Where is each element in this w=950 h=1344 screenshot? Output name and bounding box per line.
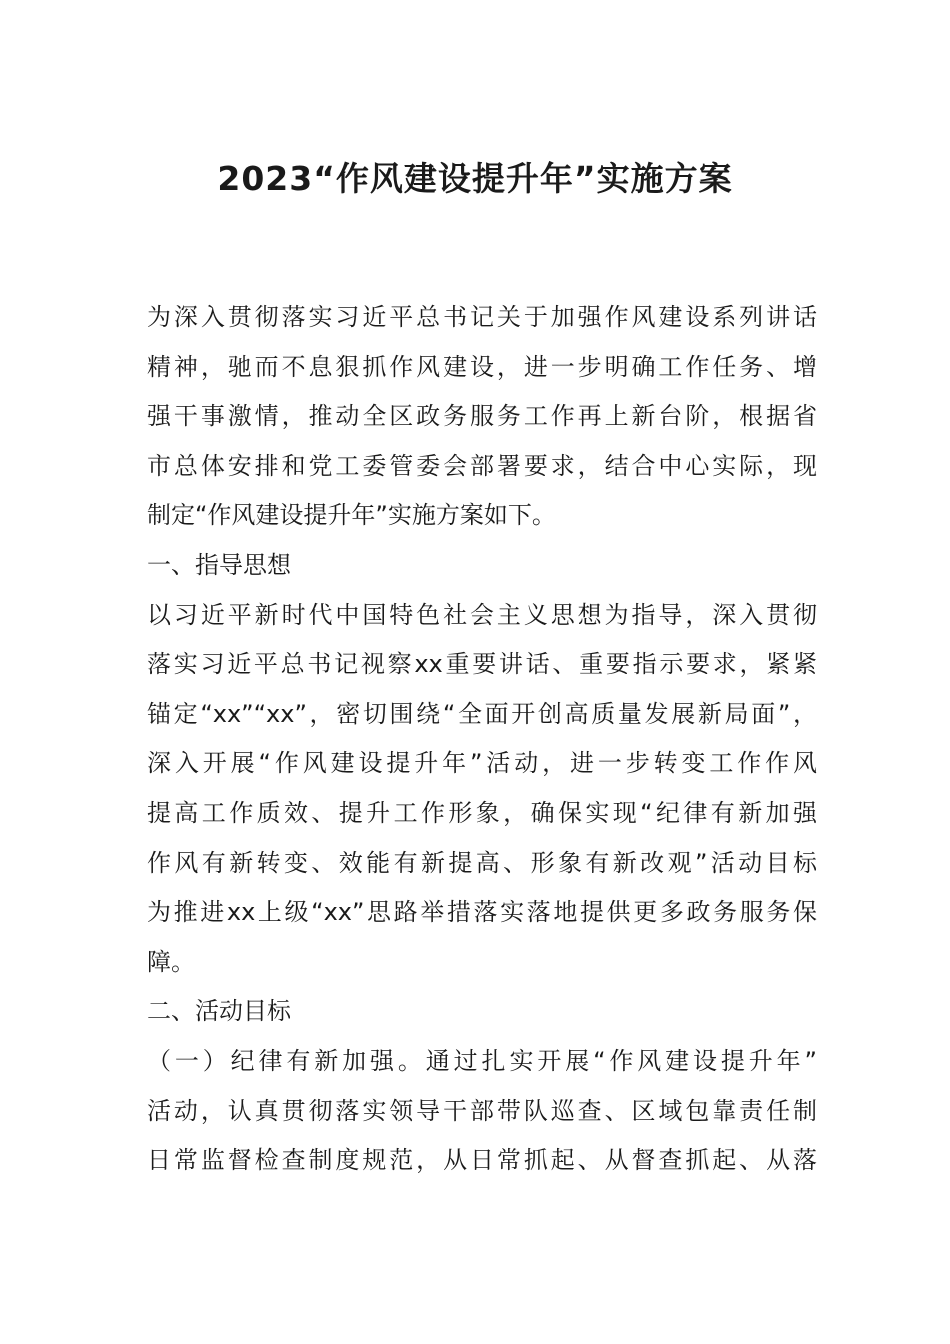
paragraph-line: 作风有新转变、效能有新提高、形象有新改观”活动目标 (147, 848, 817, 877)
paragraph-line: 提高工作质效、提升工作形象，确保实现“纪律有新加强 (147, 798, 817, 827)
paragraph-line: 以习近平新时代中国特色社会主义思想为指导，深入贯彻 (147, 600, 817, 629)
paragraph-line: 市总体安排和党工委管委会部署要求，结合中心实际，现 (147, 451, 817, 480)
paragraph-line: 锚定“xx”“xx”，密切围绕“全面开创高质量发展新局面”， (147, 699, 817, 728)
paragraph-line: 活动，认真贯彻落实领导干部带队巡查、区域包靠责任制 (147, 1096, 817, 1125)
paragraph-line: （一）纪律有新加强。通过扎实开展“作风建设提升年” (147, 1046, 817, 1075)
document-body (147, 293, 817, 1186)
paragraph-line: 深入开展“作风建设提升年”活动，进一步转变工作作风 (147, 749, 817, 778)
section-heading: 二、活动目标 (147, 997, 291, 1026)
paragraph-line: 强干事激情，推动全区政务服务工作再上新台阶，根据省 (147, 402, 817, 431)
paragraph-line: 为深入贯彻落实习近平总书记关于加强作风建设系列讲话 (147, 303, 817, 331)
paragraph-line: 为推进xx上级“xx”思路举措落实落地提供更多政务服务保 (147, 898, 817, 927)
paragraph-line: 障。 (147, 947, 195, 976)
paragraph-line: 落实习近平总书记视察xx重要讲话、重要指示要求，紧紧 (147, 650, 817, 679)
paragraph-line: 日常监督检查制度规范，从日常抓起、从督查抓起、从落 (147, 1146, 817, 1175)
paragraph-line: 制定“作风建设提升年”实施方案如下。 (147, 501, 556, 530)
paragraph-line: 精神，驰而不息狠抓作风建设，进一步明确工作任务、增 (147, 352, 817, 381)
section-heading: 一、指导思想 (147, 550, 291, 579)
document-title: 2023“作风建设提升年”实施方案 (217, 159, 733, 198)
